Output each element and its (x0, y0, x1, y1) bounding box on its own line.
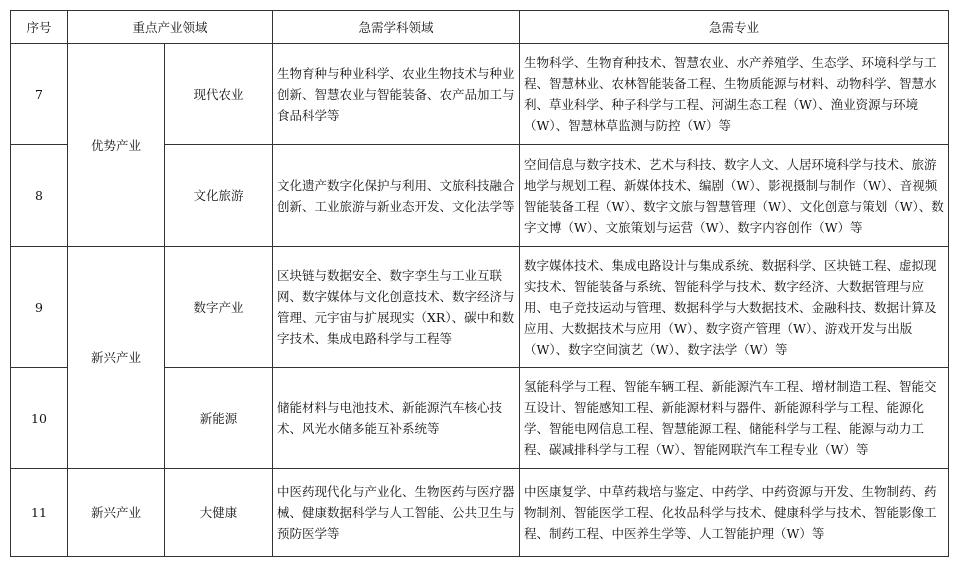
row-index: 11 (11, 469, 68, 557)
industry-group-emerging: 新兴产业 (68, 247, 165, 469)
industry-group-advantage: 优势产业 (68, 44, 165, 247)
row-index: 10 (11, 368, 68, 469)
industry-sub: 新能源 (165, 368, 273, 469)
row-index: 7 (11, 44, 68, 145)
discipline-cell: 中医药现代化与产业化、生物医药与医疗器械、健康数据科学与人工智能、公共卫生与预防医学等 (273, 469, 520, 557)
table-header-row (11, 11, 949, 44)
header-major: 急需专业 (520, 11, 949, 44)
table-row (11, 247, 949, 368)
table-row (11, 44, 949, 145)
major-cell: 中医康复学、中草药栽培与鉴定、中药学、中药资源与开发、生物制药、药物制剂、智能医学工程、化妆品科学与技术、健康科学与技术、智能影像工程、制药工程、中医养生学等、人工智能护理（W）等 (520, 469, 949, 557)
discipline-cell: 储能材料与电池技术、新能源汽车核心技术、风光水储多能互补系统等 (273, 368, 520, 469)
major-cell: 生物科学、生物育种技术、智慧农业、水产养殖学、生态学、环境科学与工程、智慧林业、农林智能装备工程、生物质能源与材料、动物科学、智慧水利、草业科学、种子科学与工程、河湖生态工程（W）、渔业资源与环境（W）、智慧林草监测与防控（W）等 (520, 44, 949, 145)
industry-sub: 数字产业 (165, 247, 273, 368)
industry-group-emerging-2: 新兴产业 (68, 469, 165, 557)
major-cell: 空间信息与数字技术、艺术与科技、数字人文、人居环境科学与技术、旅游地学与规划工程、新媒体技术、编剧（W）、影视摄制与制作（W）、音视频智能装备工程（W）、数字文旅与智慧管理（W）、文化创意与策划（W）、数字文博（W）、文旅策划与运营（W）、数字内容创作（W）等 (520, 145, 949, 247)
discipline-cell: 生物育种与种业科学、农业生物技术与种业创新、智慧农业与智能装备、农产品加工与食品科学等 (273, 44, 520, 145)
header-industry: 重点产业领域 (68, 11, 273, 44)
major-cell: 数字媒体技术、集成电路设计与集成系统、数据科学、区块链工程、虚拟现实技术、智能装备与系统、智能科学与技术、数字经济、大数据管理与应用、电子竞技运动与管理、数据科学与大数据技术、金融科技、数据计算及应用、大数据技术与应用（W）、数字资产管理（W）、游戏开发与出版（W）、数字空间演艺（W）、数字法学（W）等 (520, 247, 949, 368)
discipline-cell: 区块链与数据安全、数字孪生与工业互联网、数字媒体与文化创意技术、数字经济与管理、元宇宙与扩展现实（XR）、碳中和数字技术、集成电路科学与工程等 (273, 247, 520, 368)
header-index: 序号 (11, 11, 68, 44)
priority-disciplines-table (10, 10, 949, 557)
discipline-cell: 文化遗产数字化保护与利用、文旅科技融合创新、工业旅游与新业态开发、文化法学等 (273, 145, 520, 247)
row-index: 8 (11, 145, 68, 247)
industry-sub: 文化旅游 (165, 145, 273, 247)
row-index: 9 (11, 247, 68, 368)
industry-sub: 现代农业 (165, 44, 273, 145)
industry-sub: 大健康 (165, 469, 273, 557)
header-discipline: 急需学科领域 (273, 11, 520, 44)
table-row (11, 469, 949, 557)
major-cell: 氢能科学与工程、智能车辆工程、新能源汽车工程、增材制造工程、智能交互设计、智能感知工程、新能源材料与器件、新能源科学与工程、能源化学、智能电网信息工程、智慧能源工程、储能科学与工程、能源与动力工程、碳减排科学与工程（W）、智能网联汽车工程专业（W）等 (520, 368, 949, 469)
